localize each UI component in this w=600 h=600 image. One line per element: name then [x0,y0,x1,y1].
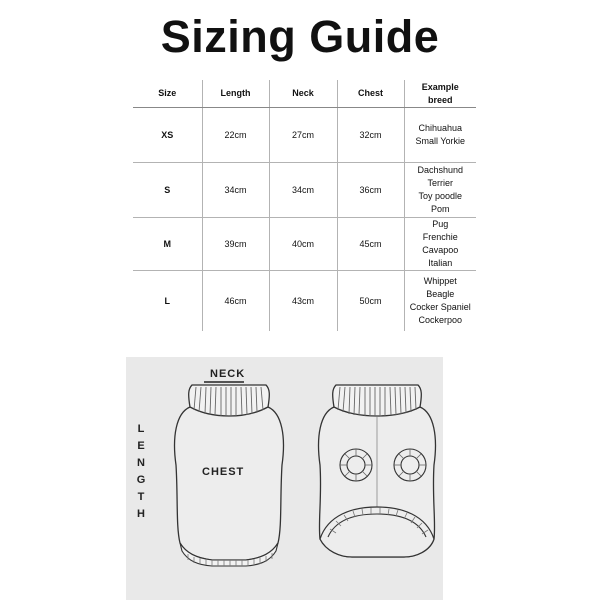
breed-name: Toy poodle [418,191,463,201]
breed-name: Beagle [426,289,455,299]
breed-name: Dachshund [417,165,464,175]
breed-name: Italian [428,258,453,268]
sweater-back [319,385,436,557]
chest-cell: 36cm [337,163,404,218]
table-row [133,271,476,332]
length-cell: 22cm [202,108,269,163]
neck-label: NECK [210,368,246,380]
breed-cell [404,271,476,332]
breed-name: Cockerpoo [418,315,463,325]
chest-cell: 45cm [337,218,404,271]
length-label-letter: H [137,508,145,520]
header-chest: Chest [337,80,404,108]
breed-cell [404,218,476,271]
header-example-breed [404,80,476,108]
size-cell: XS [133,108,202,163]
sweater-illustration [126,357,443,600]
chest-cell: 50cm [337,271,404,332]
size-cell: L [133,271,202,332]
breed-name: Cavapoo [422,245,459,255]
length-label-letter: L [137,423,145,435]
breed-name: Pom [430,204,450,214]
header-breed-line: Example [421,81,459,92]
length-label-letter: G [136,474,146,486]
breed-name: Frenchie [422,232,458,242]
table-header-row [133,80,476,108]
sizing-table [133,80,476,331]
header-size: Size [133,80,202,108]
table-row [133,163,476,218]
neck-cell: 27cm [269,108,337,163]
length-label-letter: E [137,440,145,452]
breed-name: Cocker Spaniel [409,302,471,312]
breed-name: Chihuahua [418,123,463,133]
length-cell: 39cm [202,218,269,271]
neck-cell: 43cm [269,271,337,332]
breed-name: Whippet [423,276,457,286]
table-row [133,218,476,271]
length-cell: 46cm [202,271,269,332]
header-neck: Neck [269,80,337,108]
header-breed-line: breed [427,94,453,105]
size-cell: S [133,163,202,218]
length-label-letter: T [137,491,145,503]
length-cell: 34cm [202,163,269,218]
table-row [133,108,476,163]
neck-cell: 34cm [269,163,337,218]
breed-name: Small Yorkie [415,136,466,146]
breed-cell [404,163,476,218]
chest-cell: 32cm [337,108,404,163]
header-length: Length [202,80,269,108]
breed-name: Terrier [427,178,453,188]
size-cell: M [133,218,202,271]
page-title: Sizing Guide [160,11,440,62]
chest-label: CHEST [202,466,245,478]
breed-cell [404,108,476,163]
neck-cell: 40cm [269,218,337,271]
length-label-letter: N [137,457,145,469]
sweater-diagram [126,357,443,600]
breed-name: Pug [432,219,449,229]
